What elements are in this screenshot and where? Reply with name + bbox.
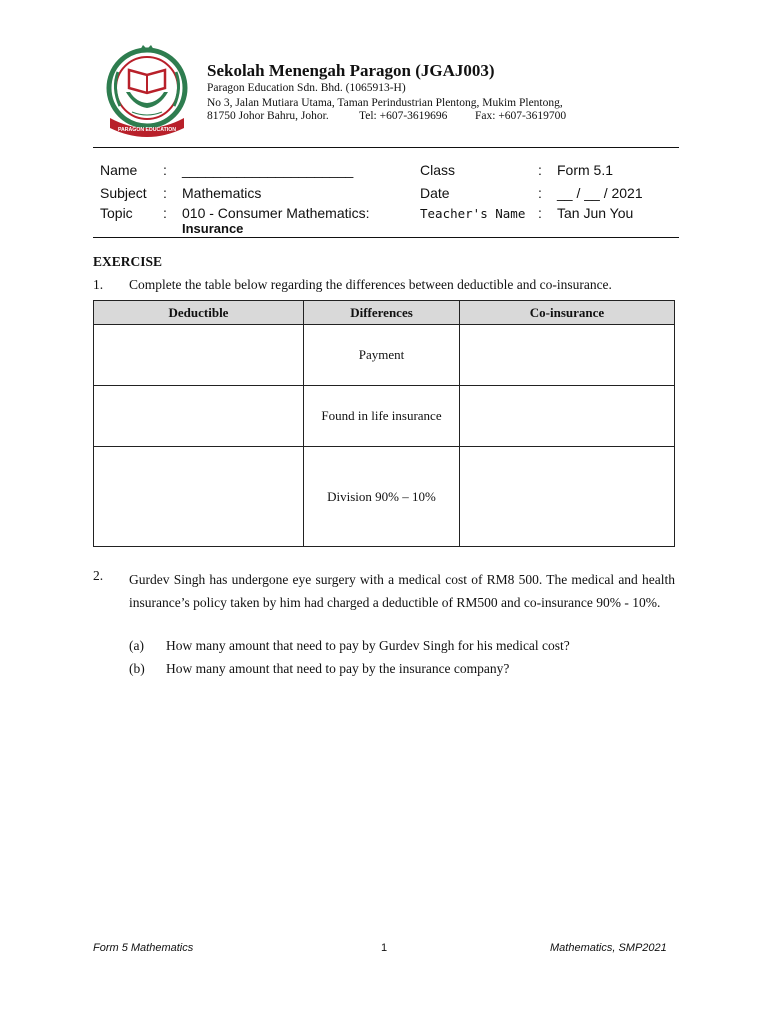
topic-colon: :: [163, 205, 167, 221]
table-row: [94, 325, 675, 386]
exercise-title: EXERCISE: [93, 254, 163, 269]
date-value: __ / __ / 2021: [557, 185, 643, 201]
teacher-value: Tan Jun You: [557, 205, 634, 221]
q2a-label: (a): [129, 638, 144, 653]
header-differences: Differences: [304, 301, 460, 325]
difference-cell: Found in life insurance: [304, 386, 460, 447]
date-label: Date: [420, 185, 450, 201]
q1-number: 1.: [93, 277, 104, 292]
difference-cell: Division 90% – 10%: [304, 447, 460, 547]
subject-colon: :: [163, 185, 167, 201]
address-line-2: 81750 Johor Bahru, Johor.: [207, 110, 329, 122]
table-row: [94, 447, 675, 547]
q2-number: 2.: [93, 568, 104, 583]
footer-left: Form 5 Mathematics: [93, 942, 194, 954]
topic-label: Topic: [100, 205, 133, 221]
q2-text: Gurdev Singh has undergone eye surgery with a medical cost of RM8 500. The medical and health insurance’s policy taken by him had charged a deductible of RM500 and co-insurance 90% - 10%.: [129, 572, 675, 610]
q1-text: Complete the table below regarding the differences between deductible and co-insurance.: [129, 277, 612, 292]
table-header-row: [94, 301, 675, 325]
q2b-label: (b): [129, 661, 145, 676]
answer-cell-co-insurance[interactable]: [460, 386, 675, 447]
answer-cell-co-insurance[interactable]: [460, 447, 675, 547]
q2b-text: How many amount that need to pay by the insurance company?: [166, 661, 510, 676]
page-number: 1: [381, 942, 388, 954]
name-label: Name: [100, 162, 138, 178]
subject-value: Mathematics: [182, 185, 262, 201]
school-name: Sekolah Menengah Paragon (JGAJ003): [207, 61, 495, 80]
class-value: Form 5.1: [557, 162, 614, 178]
date-colon: :: [538, 185, 542, 201]
q2a-text: How many amount that need to pay by Gurdev Singh for his medical cost?: [166, 638, 570, 653]
topic-subtitle: Insurance: [182, 221, 244, 236]
table-row: [94, 386, 675, 447]
telephone: Tel: +607-3619696: [359, 110, 448, 122]
name-colon: :: [163, 162, 167, 178]
name-blank: ______________________: [182, 162, 354, 178]
answer-cell-deductible[interactable]: [94, 325, 304, 386]
info-divider: [93, 237, 679, 238]
header-divider: [93, 147, 679, 148]
footer-right: Mathematics, SMP2021: [550, 942, 667, 954]
answer-cell-co-insurance[interactable]: [460, 325, 675, 386]
subject-label: Subject: [100, 185, 147, 201]
teacher-colon: :: [538, 205, 542, 221]
answer-cell-deductible[interactable]: [94, 447, 304, 547]
topic-value: 010 - Consumer Mathematics:: [182, 205, 370, 221]
answer-cell-deductible[interactable]: [94, 386, 304, 447]
fax: Fax: +607-3619700: [475, 110, 567, 122]
differences-table: [93, 300, 675, 546]
logo-banner-text: PARAGON EDUCATION: [117, 127, 177, 133]
class-label: Class: [420, 162, 456, 178]
header-deductible: Deductible: [94, 301, 304, 325]
school-logo: [104, 42, 190, 138]
address-line-1: No 3, Jalan Mutiara Utama, Taman Perindustrian Plentong, Mukim Plentong,: [207, 97, 563, 109]
teacher-label: Teacher's Name: [420, 206, 526, 221]
header-co-insurance: Co-insurance: [460, 301, 675, 325]
class-colon: :: [538, 162, 542, 178]
difference-cell: Payment: [304, 325, 460, 386]
company-name: Paragon Education Sdn. Bhd. (1065913-H): [207, 82, 406, 94]
